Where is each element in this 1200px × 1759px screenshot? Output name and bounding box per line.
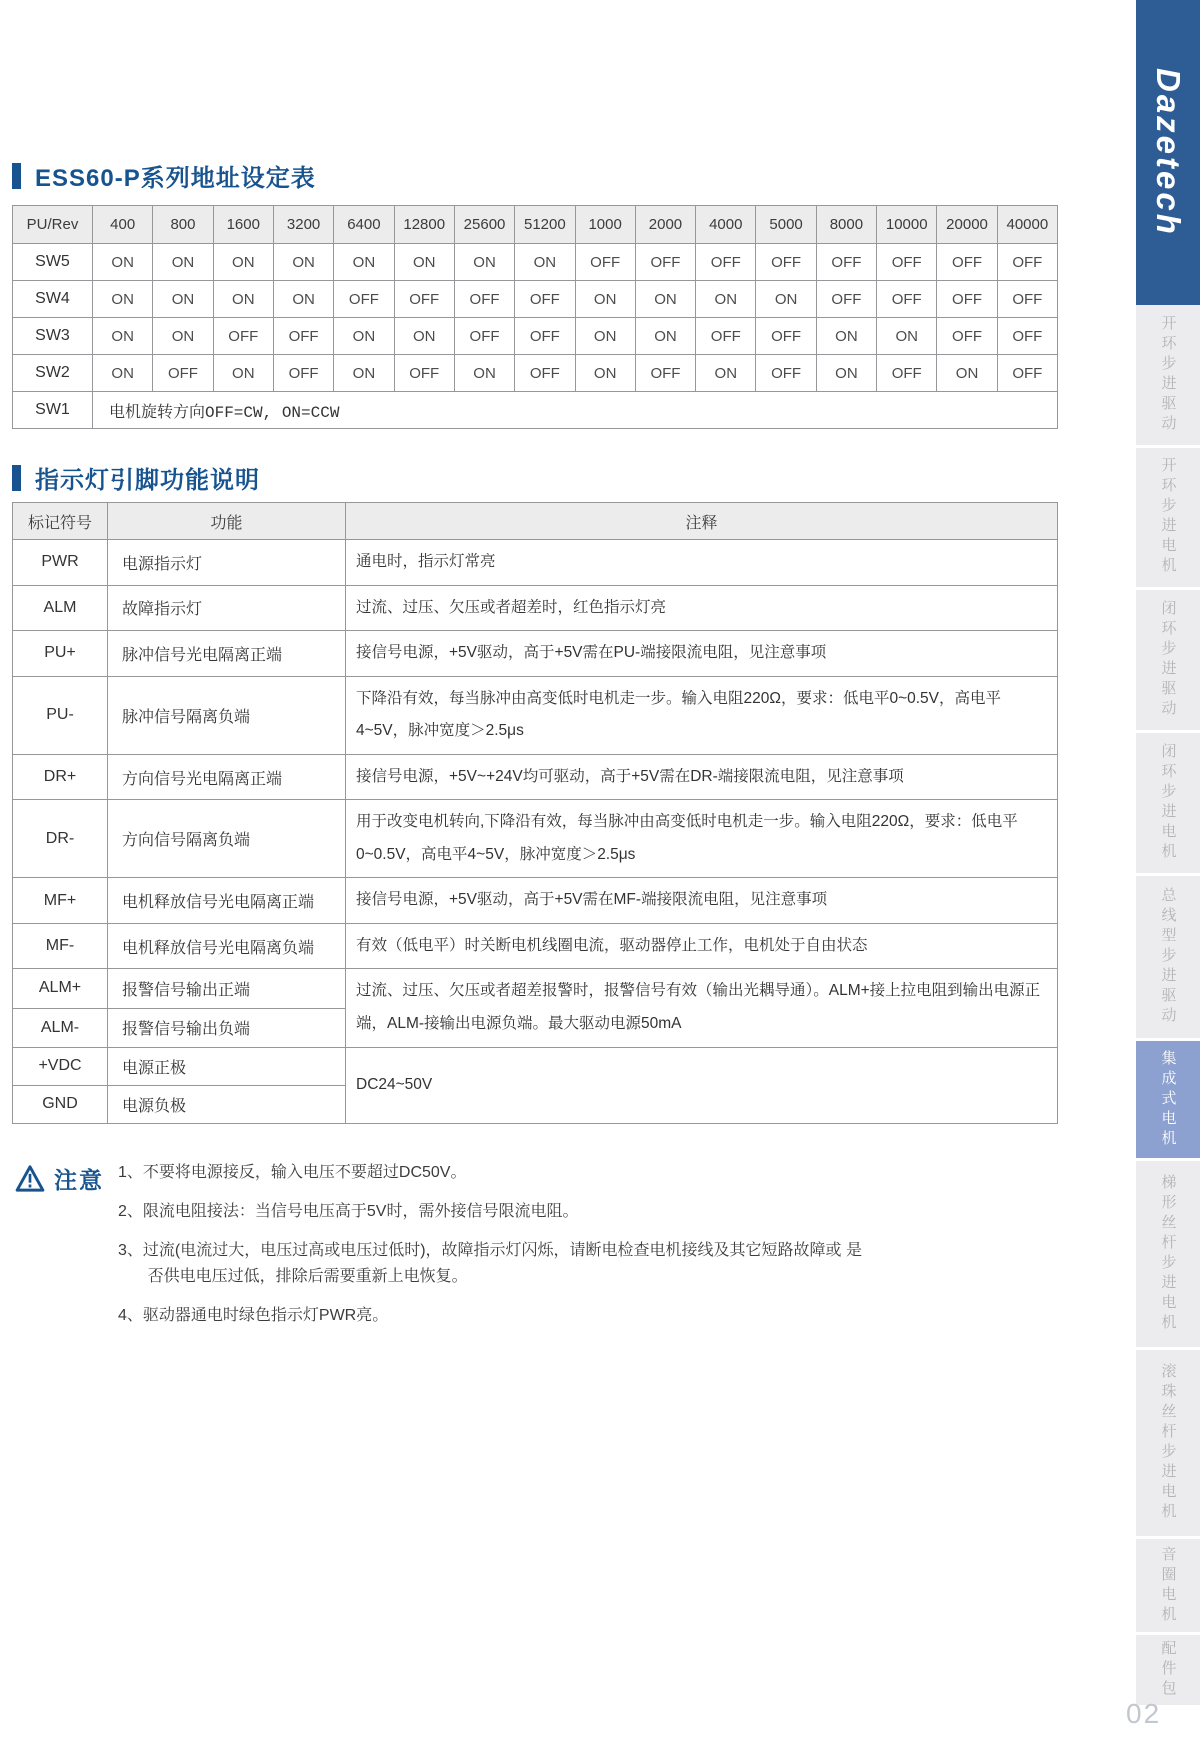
led-row-MF+ [13,878,1058,924]
section2-title-text: 指示灯引脚功能说明 [35,467,260,494]
led-col-header: 标记符号 [13,503,108,540]
dip-col-header: 1600 [213,206,273,244]
title-accent-bar [12,163,21,189]
dip-switch-state: ON [515,244,575,281]
led-symbol: MF+ [13,878,108,924]
led-note: 过流、过压、欠压或者超差时，红色指示灯亮 [346,585,1058,631]
dip-switch-state: OFF [273,318,333,355]
led-note: DC24~50V [346,1047,1058,1123]
led-row-ALM+ [13,969,1058,1008]
dip-switch-state: ON [454,244,514,281]
notice-item: 3、过流(电流过大，电压过高或电压过低时)，故障指示灯闪烁，请断电检查电机接线及其它短路故障或 是否供电电压过低，排除后需要重新上电恢复。 [118,1242,863,1285]
led-note: 通电时，指示灯常亮 [346,540,1058,586]
dip-switch-state: ON [334,318,394,355]
dip-switch-state: OFF [696,244,756,281]
led-row-ALM [13,585,1058,631]
dip-col-header: 8000 [816,206,876,244]
notice-item: 2、限流电阻接法：当信号电压高于5V时，需外接信号限流电阻。 [118,1203,579,1220]
sidebar-tab-梯形丝杆步进电机 [1136,1161,1200,1347]
dip-switch-state: OFF [937,244,997,281]
dip-col-header: 6400 [334,206,394,244]
sidebar-tab-label: 集成式电机 [1159,1049,1177,1150]
dip-table-header-row [13,206,1058,244]
dip-switch-state: OFF [997,281,1057,318]
dip-switch-state: OFF [394,281,454,318]
dip-col-header: 10000 [877,206,937,244]
sidebar-tab-label: 配件包 [1159,1640,1177,1701]
dip-switch-state: OFF [515,355,575,392]
dip-switch-state: ON [394,318,454,355]
dip-switch-state: ON [575,355,635,392]
led-function: 电源指示灯 [108,540,346,586]
sidebar-tab-label: 总线型步进驱动 [1159,886,1177,1027]
dip-row-SW4 [13,281,1058,318]
dip-switch-state: ON [334,355,394,392]
dip-switch-state: ON [937,355,997,392]
sidebar-tab-label: 梯形丝杆步进电机 [1159,1173,1177,1334]
dip-switch-state: OFF [635,355,695,392]
led-row-DR- [13,800,1058,878]
led-function: 报警信号输出正端 [108,969,346,1008]
led-row-PU- [13,676,1058,754]
led-function: 脉冲信号光电隔离正端 [108,631,346,677]
notice-item-list [118,1160,866,1342]
dip-col-header: 3200 [273,206,333,244]
dip-switch-state: ON [816,355,876,392]
led-row-PWR [13,540,1058,586]
led-note: 接信号电源，+5V驱动，高于+5V需在MF-端接限流电阻，见注意事项 [346,878,1058,924]
sidebar-tab-音圈电机 [1136,1539,1200,1632]
led-symbol: GND [13,1085,108,1123]
dip-col-header: 1000 [575,206,635,244]
dip-switch-state: OFF [635,244,695,281]
dip-col-header: 4000 [696,206,756,244]
sidebar-tab-label: 音圈电机 [1159,1545,1177,1626]
dip-switch-state: ON [877,318,937,355]
led-note: 接信号电源，+5V~+24V均可驱动，高于+5V需在DR-端接限流电阻，见注意事项 [346,754,1058,800]
dip-switch-state: OFF [877,244,937,281]
led-symbol: DR- [13,800,108,878]
sidebar-tab-滚珠丝杆步进电机 [1136,1350,1200,1536]
title-accent-bar [12,465,21,491]
dip-col-header: 40000 [997,206,1057,244]
dip-switch-state: ON [635,281,695,318]
led-row-+VDC [13,1047,1058,1085]
dip-switch-state: ON [153,318,213,355]
led-row-MF- [13,923,1058,969]
sidebar-tab-闭环步进电机 [1136,733,1200,873]
sidebar-tab-label: 滚珠丝杆步进电机 [1159,1363,1177,1523]
dip-row-label: SW2 [13,355,93,392]
dip-switch-state: ON [93,318,153,355]
led-function: 电机释放信号光电隔离负端 [108,923,346,969]
dip-switch-state: OFF [334,281,394,318]
dip-switch-address-table [12,205,1058,429]
dip-switch-state: OFF [877,281,937,318]
led-function: 电机释放信号光电隔离正端 [108,878,346,924]
dip-switch-state: ON [93,355,153,392]
dip-row-SW3 [13,318,1058,355]
led-note: 过流、过压、欠压或者超差报警时，报警信号有效（输出光耦导通）。ALM+接上拉电阻到输出电源正端，ALM-接输出电源负端。最大驱动电源50mA [346,969,1058,1047]
sidebar [1136,0,1200,1759]
dip-switch-state: OFF [454,281,514,318]
dip-col-header: 51200 [515,206,575,244]
led-table-header-row [13,503,1058,540]
led-note: 用于改变电机转向,下降沿有效，每当脉冲由高变低时电机走一步。输入电阻220Ω，要求：低电平0~0.5V，高电平4~5V，脉冲宽度＞2.5μs [346,800,1058,878]
sidebar-tab-list [1136,305,1200,1705]
led-symbol: DR+ [13,754,108,800]
led-note: 接信号电源，+5V驱动，高于+5V需在PU-端接限流电阻，见注意事项 [346,631,1058,677]
dip-switch-state: OFF [454,318,514,355]
dip-col-header: 400 [93,206,153,244]
dip-row-label: SW5 [13,244,93,281]
led-pin-function-table [12,502,1058,1124]
dip-switch-state: ON [153,244,213,281]
dip-switch-state: ON [575,281,635,318]
sidebar-tab-配件包 [1136,1635,1200,1705]
led-col-header: 注释 [346,503,1058,540]
dip-switch-state: ON [153,281,213,318]
dip-switch-state: OFF [816,244,876,281]
dip-corner-header: PU/Rev [13,206,93,244]
dip-switch-state: ON [635,318,695,355]
dip-col-header: 25600 [454,206,514,244]
dip-col-header: 12800 [394,206,454,244]
dip-switch-state: OFF [696,318,756,355]
sidebar-tab-label: 开环步进驱动 [1159,314,1177,435]
dip-row-label: SW1 [13,392,93,429]
dip-switch-state: OFF [997,355,1057,392]
dip-switch-state: ON [213,244,273,281]
sidebar-tab-label: 开环步进电机 [1159,457,1177,578]
notice-item: 1、不要将电源接反，输入电压不要超过DC50V。 [118,1164,467,1181]
led-function: 方向信号光电隔离正端 [108,754,346,800]
brand-logo-text: Dazetech [1150,68,1187,237]
dip-switch-state: ON [273,244,333,281]
dip-switch-state: ON [454,355,514,392]
dip-col-header: 5000 [756,206,816,244]
led-symbol: PU- [13,676,108,754]
dip-switch-state: OFF [515,318,575,355]
dip-switch-state: OFF [153,355,213,392]
dip-switch-state: ON [273,281,333,318]
dip-switch-state: ON [394,244,454,281]
sidebar-tab-label: 闭环步进电机 [1159,742,1177,863]
dip-row-label: SW4 [13,281,93,318]
dip-switch-state: ON [213,281,273,318]
dip-switch-state: OFF [575,244,635,281]
brand-logo-box [1136,0,1200,305]
dip-switch-state: ON [213,355,273,392]
dip-switch-state: OFF [756,244,816,281]
dip-switch-state: OFF [997,244,1057,281]
dip-switch-state: OFF [273,355,333,392]
sidebar-tab-总线型步进驱动 [1136,876,1200,1039]
dip-switch-state: ON [334,244,394,281]
led-function: 故障指示灯 [108,585,346,631]
section1-title-text: ESS60-P系列地址设定表 [35,165,316,192]
dip-col-header: 800 [153,206,213,244]
dip-switch-state: ON [756,281,816,318]
dip-row-label: SW3 [13,318,93,355]
section-title-dip-table [12,158,316,193]
led-function: 报警信号输出负端 [108,1008,346,1047]
dip-switch-state: OFF [213,318,273,355]
dip-row-SW2 [13,355,1058,392]
dip-switch-state: OFF [937,281,997,318]
dip-col-header: 20000 [937,206,997,244]
dip-switch-state: ON [93,281,153,318]
dip-switch-state: ON [93,244,153,281]
led-row-PU+ [13,631,1058,677]
sidebar-tab-开环步进电机 [1136,448,1200,588]
section-title-led-pins [12,460,260,495]
notice-item: 4、驱动器通电时绿色指示灯PWR亮。 [118,1307,389,1324]
dip-switch-state: ON [575,318,635,355]
dip-switch-state: OFF [394,355,454,392]
led-function: 脉冲信号隔离负端 [108,676,346,754]
led-symbol: PU+ [13,631,108,677]
warning-triangle-icon [15,1165,45,1192]
sidebar-tab-开环步进驱动 [1136,305,1200,445]
dip-switch-state: OFF [756,318,816,355]
dip-switch-state: OFF [515,281,575,318]
page-number: 02 [1126,1698,1162,1729]
led-col-header: 功能 [108,503,346,540]
led-symbol: ALM [13,585,108,631]
dip-switch-state: OFF [877,355,937,392]
dip-switch-state: OFF [756,355,816,392]
led-row-DR+ [13,754,1058,800]
notice-header [15,1162,104,1195]
led-symbol: +VDC [13,1047,108,1085]
dip-row-SW1 [13,392,1058,429]
led-function: 电源正极 [108,1047,346,1085]
sidebar-tab-闭环步进驱动 [1136,590,1200,730]
led-note: 有效（低电平）时关断电机线圈电流，驱动器停止工作，电机处于自由状态 [346,923,1058,969]
dip-col-header: 2000 [635,206,695,244]
led-function: 方向信号隔离负端 [108,800,346,878]
led-symbol: ALM- [13,1008,108,1047]
led-note: 下降沿有效，每当脉冲由高变低时电机走一步。输入电阻220Ω，要求：低电平0~0.5V，高电平4~5V，脉冲宽度＞2.5μs [346,676,1058,754]
led-symbol: MF- [13,923,108,969]
dip-switch-state: ON [696,355,756,392]
dip-switch-state: OFF [816,281,876,318]
sidebar-tab-label: 闭环步进驱动 [1159,600,1177,721]
dip-row-SW5 [13,244,1058,281]
dip-switch-state: ON [696,281,756,318]
sidebar-tab-集成式电机 [1136,1041,1200,1157]
dip-switch-state: ON [816,318,876,355]
led-function: 电源负极 [108,1085,346,1123]
led-symbol: ALM+ [13,969,108,1008]
led-symbol: PWR [13,540,108,586]
notice-label: 注意 [54,1167,104,1193]
dip-switch-state: OFF [997,318,1057,355]
dip-sw1-direction-note: 电机旋转方向OFF=CW, ON=CCW [93,392,1058,429]
dip-switch-state: OFF [937,318,997,355]
